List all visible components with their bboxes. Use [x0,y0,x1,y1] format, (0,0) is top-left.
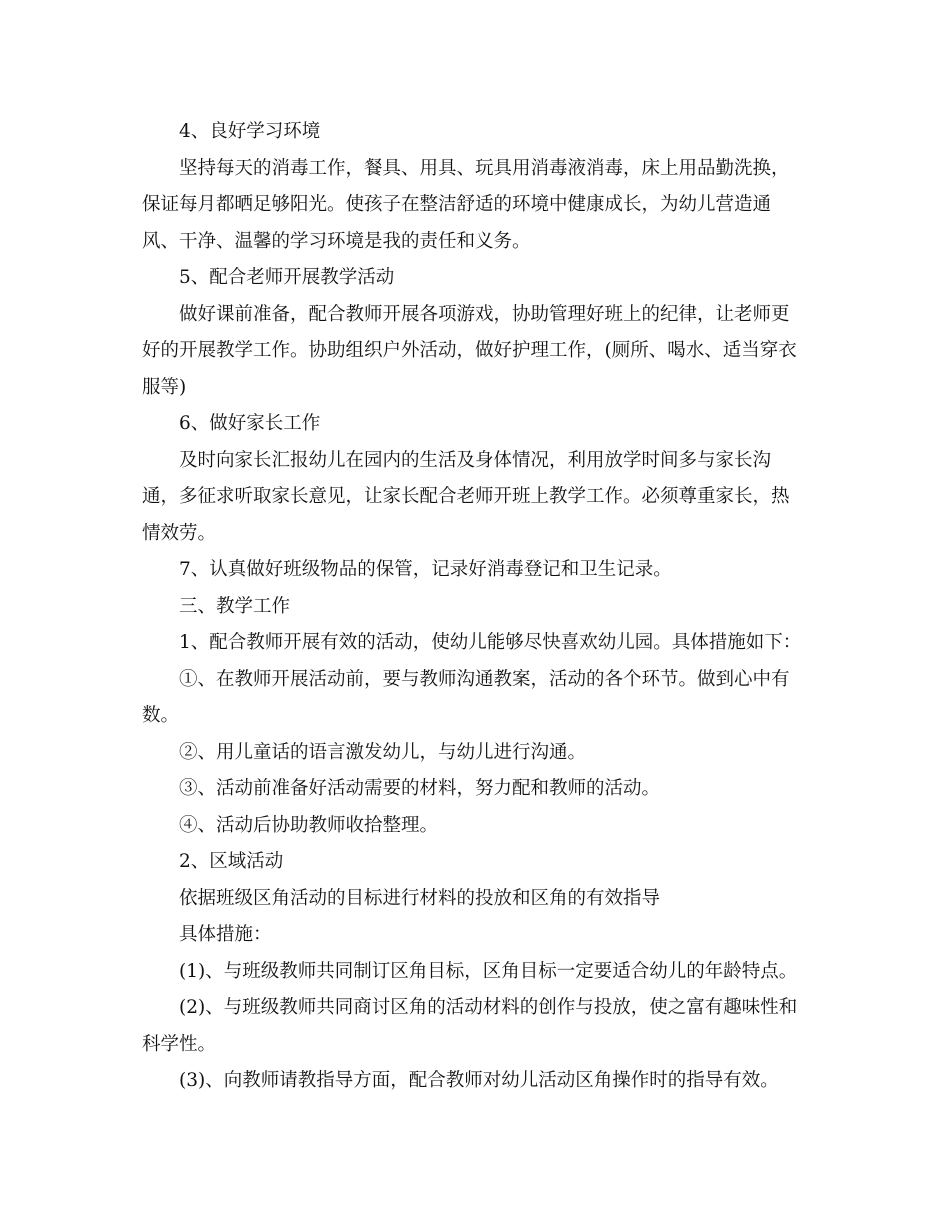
measure-item-3: (3)、向教师请教指导方面，配合教师对幼儿活动区角操作时的指导有效。 [179,1070,779,1091]
heading-teaching-work: 三、教学工作 [179,595,291,617]
list-item-4: ④、活动后协助教师收拾整理。 [179,814,439,836]
heading-area-activities: 2、区域活动 [179,851,284,872]
list-item-2: ②、用儿童话的语言激发幼儿，与幼儿进行沟通。 [179,741,587,763]
paragraph-parent-communication: 及时向家长汇报幼儿在园内的生活及身体情况，利用放学时间多与家长沟通，多征求听取家长意见，让家长配合老师开班上教学工作。必须尊重家长，热情效劳。 [142,449,790,544]
paragraph-class-preparation: 做好课前准备，配合教师开展各项游戏，协助管理好班上的纪律，让老师更好的开展教学工作。协助组织户外活动，做好护理工作，(厕所、喝水、适当穿衣服等) [142,303,797,398]
heading-cooperate-teaching: 5、配合老师开展教学活动 [179,267,395,288]
paragraph-disinfection: 坚持每天的消毒工作，餐具、用具、玩具用消毒液消毒，床上用品勤洗换，保证每月都晒足够阳光。使孩子在整洁舒适的环境中健康成长，为幼儿营造通风、干净、温馨的学习环境是我的责任和义务。 [142,157,790,252]
paragraph-effective-activities: 1、配合教师开展有效的活动，使幼儿能够尽快喜欢幼儿园。具体措施如下： [179,632,802,653]
document-body [142,114,807,1100]
list-item-1: ①、在教师开展活动前，要与教师沟通教案，活动的各个环节。做到心中有数。 [142,668,790,726]
measure-item-2: (2)、与班级教师共同商讨区角的活动材料的创作与投放，使之富有趣味性和科学性。 [142,997,798,1055]
heading-parent-work: 6、做好家长工作 [179,413,321,434]
measure-item-1: (1)、与班级教师共同制订区角目标，区角目标一定要适合幼儿的年龄特点。 [179,960,798,982]
paragraph-area-goal: 依据班级区角活动的目标进行材料的投放和区角的有效指导 [179,887,661,909]
paragraph-class-items: 7、认真做好班级物品的保管，记录好消毒登记和卫生记录。 [179,559,672,580]
list-item-3: ③、活动前准备好活动需要的材料，努力配和教师的活动。 [179,778,661,799]
heading-good-learning-environment: 4、良好学习环境 [179,121,321,142]
paragraph-specific-measures: 具体措施： [179,924,272,945]
